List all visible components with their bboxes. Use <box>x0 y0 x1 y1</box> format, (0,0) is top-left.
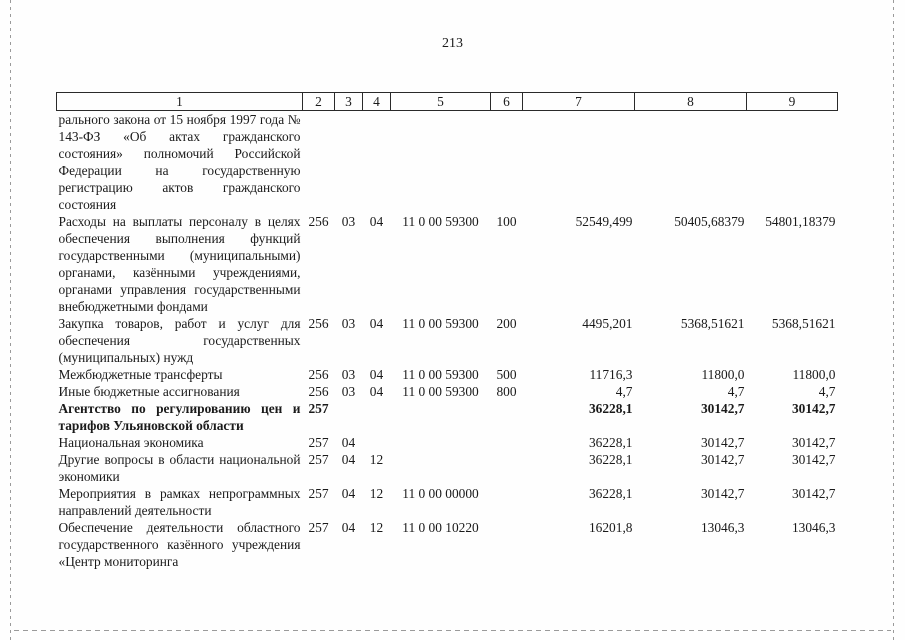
code-target-cell: 11 0 00 59300 <box>402 214 479 229</box>
code-expense-type-cell <box>491 400 523 434</box>
amount-col9-cell: 54801,18379 <box>765 214 836 229</box>
table-row <box>57 434 838 451</box>
code-section-cell: 04 <box>341 435 356 450</box>
description-cell: Закупка товаров, работ и услуг для обеспечения государственных (муниципальных) нужд <box>58 316 301 365</box>
code-gr-cell: 257 <box>308 435 329 450</box>
amount-col7-cell: 16201,8 <box>588 520 633 535</box>
table-row <box>57 111 838 214</box>
amount-col9-cell: 5368,51621 <box>771 316 836 331</box>
code-section-cell: 04 <box>341 520 356 535</box>
code-expense-type-cell <box>491 519 523 570</box>
amount-col7-cell: 4,7 <box>615 384 633 399</box>
code-subsection-cell: 12 <box>369 486 384 501</box>
code-target-cell: 11 0 00 00000 <box>402 486 479 501</box>
amount-col7-cell <box>523 111 635 214</box>
table-row <box>57 485 838 519</box>
table-row <box>57 519 838 570</box>
amount-col9-cell: 30142,7 <box>791 486 836 501</box>
code-expense-type-cell <box>491 434 523 451</box>
amount-col8-cell: 30142,7 <box>700 452 745 467</box>
code-section-cell: 04 <box>341 486 356 501</box>
column-header-2: 2 <box>303 93 335 111</box>
amount-col9-cell: 11800,0 <box>792 367 836 382</box>
amount-col8-cell: 30142,7 <box>700 401 745 416</box>
code-subsection-cell <box>363 434 391 451</box>
code-gr-cell: 257 <box>308 401 329 416</box>
column-header-5: 5 <box>391 93 491 111</box>
code-subsection-cell: 12 <box>369 452 384 467</box>
column-header-3: 3 <box>335 93 363 111</box>
code-subsection-cell: 04 <box>369 316 384 331</box>
amount-col9-cell: 30142,7 <box>791 452 836 467</box>
code-subsection-cell: 12 <box>369 520 384 535</box>
budget-table <box>56 92 838 570</box>
column-header-9: 9 <box>747 93 838 111</box>
table-body <box>57 111 838 571</box>
code-target-cell: 11 0 00 10220 <box>402 520 479 535</box>
amount-col8-cell <box>635 111 747 214</box>
code-expense-type-cell <box>491 485 523 519</box>
description-cell: Агентство по регулированию цен и тарифов Ульяновской области <box>58 401 301 433</box>
amount-col7-cell: 36228,1 <box>588 435 633 450</box>
code-gr-cell: 257 <box>308 452 329 467</box>
description-cell: Обеспечение деятельности областного государственного казённого учреждения «Центр мониторинга <box>58 520 301 569</box>
amount-col7-cell: 52549,499 <box>575 214 633 229</box>
code-section-cell: 03 <box>341 316 356 331</box>
column-header-8: 8 <box>635 93 747 111</box>
amount-col9-cell: 30142,7 <box>791 435 836 450</box>
code-gr-cell: 256 <box>308 367 329 382</box>
amount-col8-cell: 11800,0 <box>701 367 745 382</box>
code-gr-cell <box>303 111 335 214</box>
table-row <box>57 366 838 383</box>
code-gr-cell: 257 <box>308 486 329 501</box>
amount-col7-cell: 36228,1 <box>588 452 633 467</box>
description-cell: Мероприятия в рамках непрограммных направлений деятельности <box>58 486 301 518</box>
amount-col8-cell: 4,7 <box>727 384 745 399</box>
code-subsection-cell: 04 <box>369 367 384 382</box>
amount-col7-cell: 11716,3 <box>589 367 633 382</box>
amount-col8-cell: 5368,51621 <box>680 316 745 331</box>
code-target-cell: 11 0 00 59300 <box>402 384 479 399</box>
code-subsection-cell: 04 <box>369 384 384 399</box>
code-expense-type-cell: 500 <box>496 367 517 382</box>
code-target-cell: 11 0 00 59300 <box>402 316 479 331</box>
amount-col8-cell: 50405,68379 <box>674 214 745 229</box>
description-cell: Национальная экономика <box>58 435 204 450</box>
description-cell: Межбюджетные трансферты <box>58 367 223 382</box>
table-row <box>57 213 838 315</box>
column-header-6: 6 <box>491 93 523 111</box>
table-header-row <box>57 93 838 111</box>
code-section-cell: 03 <box>341 214 356 229</box>
amount-col9-cell <box>747 111 838 214</box>
page-number: 213 <box>442 36 463 51</box>
description-cell: рального закона от 15 ноября 1997 года № 143-ФЗ «Об актах гражданского состояния» полномочий Российской Федерации на государственную регистрацию актов гражданского состояния <box>58 112 301 212</box>
code-expense-type-cell <box>491 451 523 485</box>
description-cell: Расходы на выплаты персоналу в целях обеспечения выполнения функций государственными (муниципальными) органами, казёнными учреждениями, органами управления государственными внебюджетными фондами <box>58 214 301 314</box>
code-expense-type-cell: 200 <box>496 316 517 331</box>
amount-col8-cell: 30142,7 <box>700 435 745 450</box>
column-header-1: 1 <box>57 93 303 111</box>
amount-col7-cell: 4495,201 <box>582 316 633 331</box>
code-gr-cell: 257 <box>308 520 329 535</box>
amount-col9-cell: 4,7 <box>818 384 836 399</box>
table-row <box>57 451 838 485</box>
amount-col8-cell: 13046,3 <box>700 520 745 535</box>
code-section-cell: 03 <box>341 384 356 399</box>
scan-edge-bottom <box>14 630 891 631</box>
code-expense-type-cell: 800 <box>496 384 517 399</box>
amount-col7-cell: 36228,1 <box>588 486 633 501</box>
scan-edge-right <box>893 0 894 640</box>
table-row <box>57 315 838 366</box>
column-header-7: 7 <box>523 93 635 111</box>
code-subsection-cell: 04 <box>369 214 384 229</box>
code-section-cell <box>335 400 363 434</box>
scan-edge-left <box>10 0 11 640</box>
code-section-cell: 04 <box>341 452 356 467</box>
code-section-cell <box>335 111 363 214</box>
code-expense-type-cell <box>491 111 523 214</box>
code-gr-cell: 256 <box>308 214 329 229</box>
code-expense-type-cell: 100 <box>496 214 517 229</box>
code-subsection-cell <box>363 111 391 214</box>
code-gr-cell: 256 <box>308 384 329 399</box>
description-cell: Другие вопросы в области национальной экономики <box>58 452 301 484</box>
code-target-cell <box>391 111 491 214</box>
description-cell: Иные бюджетные ассигнования <box>58 384 240 399</box>
table-row <box>57 383 838 400</box>
code-target-cell <box>391 434 491 451</box>
amount-col9-cell: 13046,3 <box>791 520 836 535</box>
table-row <box>57 400 838 434</box>
code-gr-cell: 256 <box>308 316 329 331</box>
amount-col7-cell: 36228,1 <box>588 401 633 416</box>
column-header-4: 4 <box>363 93 391 111</box>
code-target-cell <box>391 451 491 485</box>
code-target-cell <box>391 400 491 434</box>
code-target-cell: 11 0 00 59300 <box>402 367 479 382</box>
code-subsection-cell <box>363 400 391 434</box>
amount-col9-cell: 30142,7 <box>791 401 836 416</box>
code-section-cell: 03 <box>341 367 356 382</box>
amount-col8-cell: 30142,7 <box>700 486 745 501</box>
